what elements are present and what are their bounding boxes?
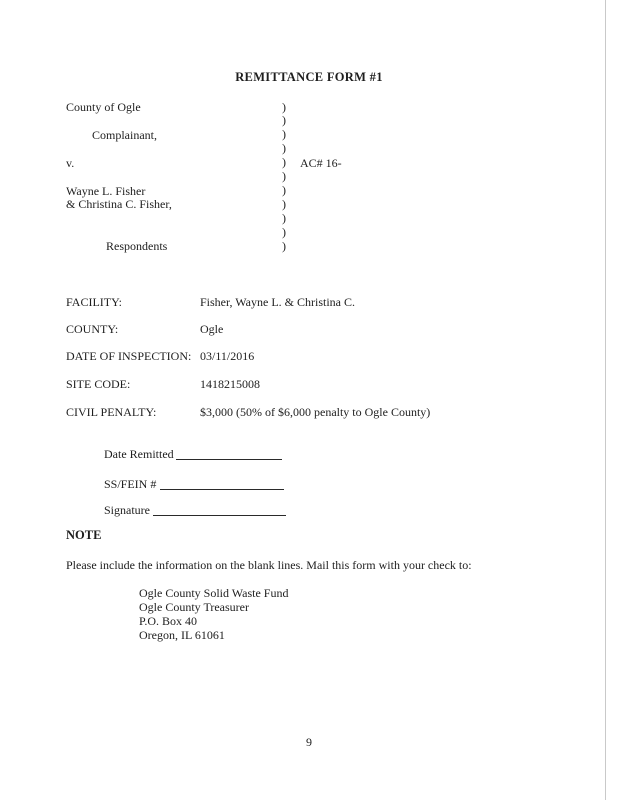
facility-value: Fisher, Wayne L. & Christina C. [200, 295, 355, 309]
respondent-name-2: & Christina C. Fisher, [66, 197, 172, 211]
facility-label: FACILITY: [66, 295, 123, 309]
address-line-2: Ogle County Treasurer [139, 600, 249, 614]
caption-paren: ) [282, 211, 286, 225]
signature-line[interactable] [153, 515, 286, 516]
page-number: 9 [306, 735, 312, 749]
date-remitted-line[interactable] [176, 459, 282, 460]
date-remitted-label: Date Remitted [104, 447, 174, 461]
caption-paren: ) [282, 197, 286, 211]
note-heading: NOTE [66, 528, 102, 542]
caption-paren: ) [282, 127, 286, 141]
inspection-date-label: DATE OF INSPECTION: [66, 349, 192, 363]
versus-label: v. [66, 156, 75, 170]
county-value: Ogle [200, 322, 224, 336]
caption-paren: ) [282, 155, 286, 169]
note-body: Please include the information on the blank lines. Mail this form with your check to: [66, 558, 472, 572]
case-number: AC# 16- [300, 156, 342, 170]
caption-paren: ) [282, 239, 286, 253]
plaintiff-name: County of Ogle [66, 100, 141, 114]
address-line-3: P.O. Box 40 [139, 614, 198, 628]
respondent-name-1: Wayne L. Fisher [66, 184, 146, 198]
county-label: COUNTY: [66, 322, 119, 336]
caption-paren: ) [282, 141, 286, 155]
caption-paren: ) [282, 225, 286, 239]
form-title: REMITTANCE FORM #1 [235, 70, 383, 84]
civil-penalty-value: $3,000 (50% of $6,000 penalty to Ogle County) [200, 405, 431, 419]
page-edge-divider [605, 0, 606, 800]
caption-paren: ) [282, 183, 286, 197]
ss-fein-label: SS/FEIN # [104, 477, 157, 491]
plaintiff-role: Complainant, [92, 128, 157, 142]
caption-paren: ) [282, 169, 286, 183]
ss-fein-line[interactable] [160, 489, 284, 490]
signature-label: Signature [104, 503, 150, 517]
address-line-1: Ogle County Solid Waste Fund [139, 586, 289, 600]
site-code-value: 1418215008 [200, 377, 260, 391]
address-line-4: Oregon, IL 61061 [139, 628, 225, 642]
caption-paren: ) [282, 100, 286, 114]
inspection-date-value: 03/11/2016 [200, 349, 255, 363]
civil-penalty-label: CIVIL PENALTY: [66, 405, 157, 419]
caption-paren: ) [282, 113, 286, 127]
respondent-role: Respondents [106, 239, 168, 253]
site-code-label: SITE CODE: [66, 377, 131, 391]
